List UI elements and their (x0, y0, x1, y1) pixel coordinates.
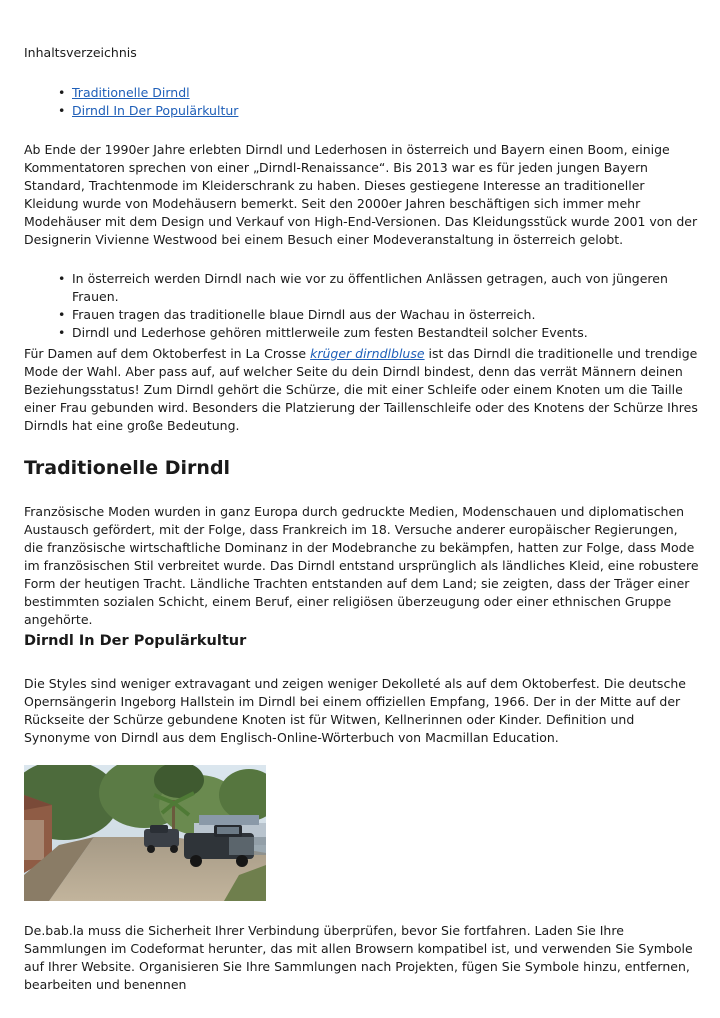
oktoberfest-text-after: ist das Dirndl die traditionelle und trendige Mode der Wahl. Aber pass auf, auf welcher Seite du dein Dirndl bindest, denn das verrät Männern deinen Beziehungsstatus! Zum Dirndl gehört die Schürze, die mit einer Schleife oder einem Knoten um die Taille einer Frau gebunden wird. Besonders die Platzierung der Taillenschleife oder des Knotens der Schürze Ihres Dirndls hat eine große Bedeutung. (24, 346, 698, 433)
oktoberfest-paragraph (24, 345, 700, 435)
toc-link-dirndl-popkultur[interactable]: Dirndl In Der Populärkultur (72, 103, 239, 118)
list-item: • Dirndl und Lederhose gehören mittlerweile zum festen Bestandteil solcher Events. (24, 324, 700, 342)
section-dirndl-popkultur (24, 631, 700, 651)
closing-paragraph: De.bab.la muss die Sicherheit Ihrer Verbindung überprüfen, bevor Sie fortfahren. Laden Sie Ihre Sammlungen im Codeformat herunter, das mit allen Browsern kompatibel ist, und verwenden Sie Symbole auf Ihrer Website. Organisieren Sie Ihre Sammlungen nach Projekten, fügen Sie Symbole hinzu, entfernen, bearbeiten und benennen (24, 923, 693, 992)
section2-body (24, 675, 700, 747)
toc-label: Inhaltsverzeichnis (24, 45, 137, 60)
intro-section (24, 141, 700, 249)
oktoberfest-section (24, 345, 700, 435)
section-heading-traditionelle-dirndl: Traditionelle Dirndl (24, 457, 231, 479)
section2-paragraph: Die Styles sind weniger extravagant und zeigen weniger Dekolleté als auf dem Oktoberfest. Die deutsche Opernsängerin Ingeborg Hallstein im Dirndl bei einem offiziellen Empfang, 1966. Der in der Mitte auf der Rückseite der Schürze gebundene Knoten ist für Witwen, Kellnerinnen oder Kinder. Definition und Synonyme von Dirndl aus dem Englisch-Online-Wörterbuch von Macmillan Education. (24, 676, 686, 745)
toc-item (24, 102, 238, 120)
section1-body (24, 503, 700, 629)
section1-paragraph: Französische Moden wurden in ganz Europa durch gedruckte Medien, Modenschauen und diplomatischen Austausch gefördert, mit der Folge, dass Frankreich im 18. Versuche anderer europäischer Regierungen, die französische wirtschaftliche Dominanz in der Modebranche zu bekämpfen, hatten zur Folge, dass Mode im französischen Stil verbreitet wurde. Das Dirndl entstand ursprünglich als ländliches Kleid, eine robustere Form der heutigen Tracht. Ländliche Trachten entstanden auf dem Land; sie zeigten, dass der Träger einer bestimmten sozialen Schicht, einem Beruf, einer religiösen überzeugung oder einer ethnischen Gruppe angehörte. (24, 504, 699, 627)
intro-bullet-list (24, 270, 700, 342)
table-of-contents (24, 84, 238, 120)
list-item: • In österreich werden Dirndl nach wie vor zu öffentlichen Anlässen getragen, auch von jüngeren Frauen. (24, 270, 700, 306)
toc-link-traditionelle-dirndl[interactable]: Traditionelle Dirndl (72, 85, 190, 100)
section-heading-dirndl-popkultur: Dirndl In Der Populärkultur (24, 633, 247, 649)
toc-item (24, 84, 238, 102)
street-photo (24, 765, 266, 901)
street-photo-image (24, 765, 266, 901)
intro-paragraph: Ab Ende der 1990er Jahre erlebten Dirndl und Lederhosen in österreich und Bayern einen Boom, einige Kommentatoren sprechen von einer „Dirndl-Renaissance“. Bis 2013 war es für jeden jungen Bayern Standard, Trachtenmode im Kleiderschrank zu haben. Dieses gestiegene Interesse an traditioneller Kleidung wurde von Modehäusern bemerkt. Seit den 2000er Jahren beschäftigen sich immer mehr Modehäuser mit dem Design und Verkauf von High-End-Versionen. Das Kleidungsstück wurde 2001 von der Designerin Vivienne Westwood bei einem Besuch einer Modeveranstaltung in österreich gelobt. (24, 142, 698, 247)
oktoberfest-text-before: Für Damen auf dem Oktoberfest in La Crosse (24, 346, 311, 361)
kruger-dirndlbluse-link[interactable]: krüger dirndlbluse (310, 346, 425, 361)
list-item: • Frauen tragen das traditionelle blaue Dirndl aus der Wachau in österreich. (24, 306, 700, 324)
section-traditionelle-dirndl (24, 456, 700, 480)
closing-section (24, 922, 700, 994)
